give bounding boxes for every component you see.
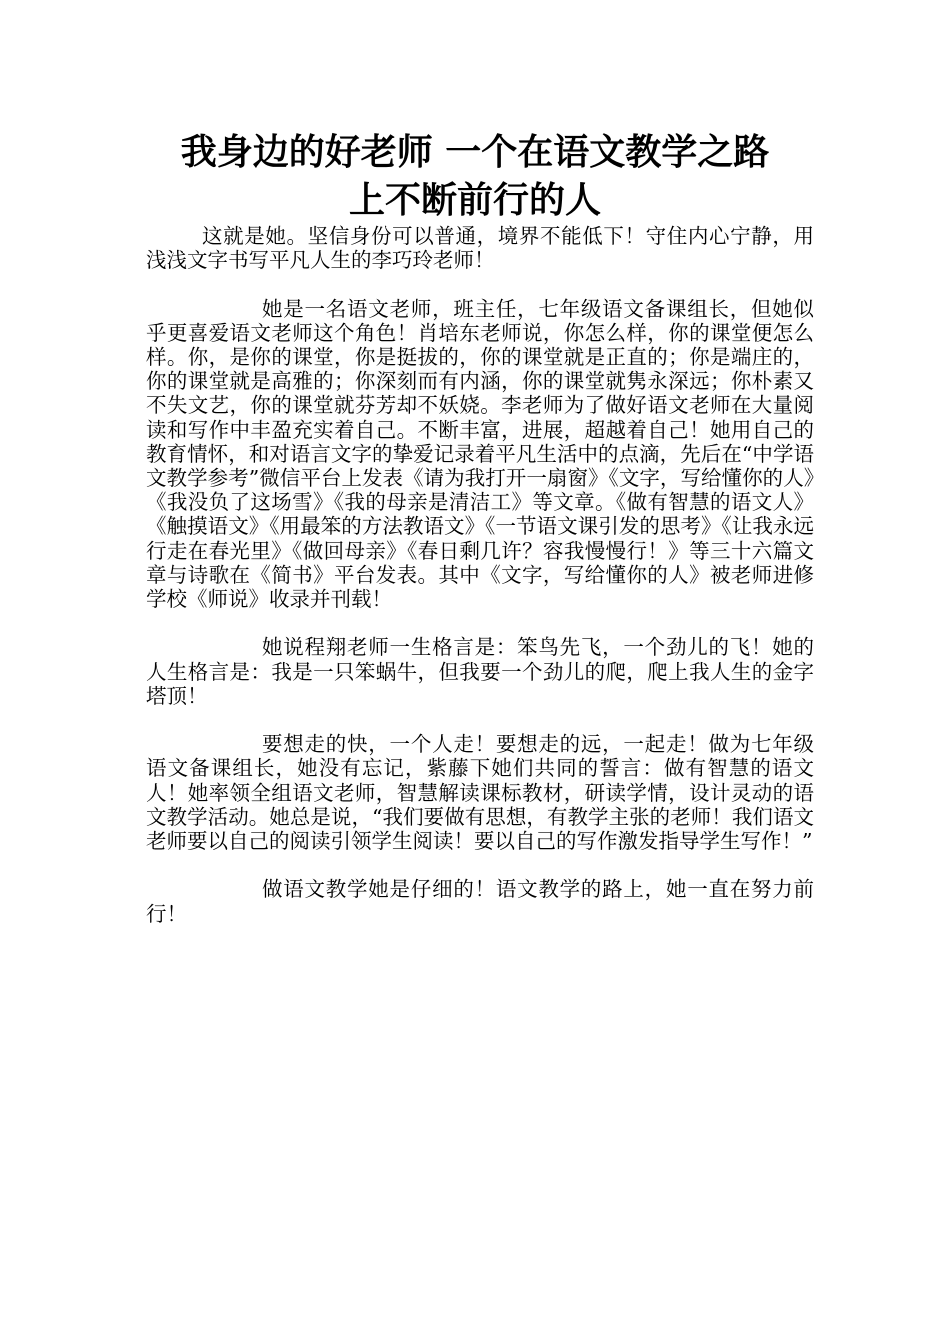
- paragraph-teacher-role: 她是一名语文老师，班主任，七年级语文备课组长，但她似乎更喜爱语文老师这个角色！肖培东老师说，你怎么样，你的课堂便怎么样。你，是你的课堂，你是挺拔的，你的课堂就是正直的；你是端庄的，你的课堂就是高雅的；你深刻而有内涵，你的课堂就隽永深远；你朴素又不失文艺，你的课堂就芬芳却不妖娆。李老师为了做好语文老师在大量阅读和写作中丰盈充实着自己。不断丰富，进展，超越着自己！她用自己的教育情怀，和对语言文字的挚爱记录着平凡生活中的点滴，先后在“中学语文教学参考”微信平台上发表《请为我打开一扇窗》《文字，写给懂你的人》《我没负了这场雪》《我的母亲是清洁工》等文章。《做有智慧的语文人》《触摸语文》《用最笨的方法教语文》《一节语文课引发的思考》《让我永远行走在春光里》《做回母亲》《春日剩几许？容我慢慢行！》等三十六篇文章与诗歌在《简书》平台发表。其中《文字，写给懂你的人》被老师进修学校《师说》收录并刊载！: [146, 296, 814, 612]
- paragraph-life-motto: 她说程翔老师一生格言是：笨鸟先飞，一个劲儿的飞！她的人生格言是：我是一只笨蜗牛，但我要一个劲儿的爬，爬上我人生的金字塔顶！: [146, 635, 814, 708]
- document-title-line-2: 上不断前行的人: [348, 179, 601, 221]
- document-body: [146, 224, 814, 950]
- paragraph-intro: 这就是她。坚信身份可以普通，境界不能低下！守住内心宁静，用浅浅文字书写平凡人生的李巧玲老师！: [146, 224, 814, 273]
- document-title-line-1: 我身边的好老师 一个在语文教学之路: [180, 131, 770, 173]
- paragraph-group-leader: 要想走的快，一个人走！要想走的远，一起走！做为七年级语文备课组长，她没有忘记，紫藤下她们共同的誓言：做有智慧的语文人！她率领全组语文老师，智慧解读课标教材，研读学情，设计灵动的语文教学活动。她总是说，“我们要做有思想，有教学主张的老师！我们语文老师要以自己的阅读引领学生阅读！要以自己的写作激发指导学生写作！”: [146, 732, 814, 854]
- paragraph-conclusion: 做语文教学她是仔细的！语文教学的路上，她一直在努力前行！: [146, 877, 814, 926]
